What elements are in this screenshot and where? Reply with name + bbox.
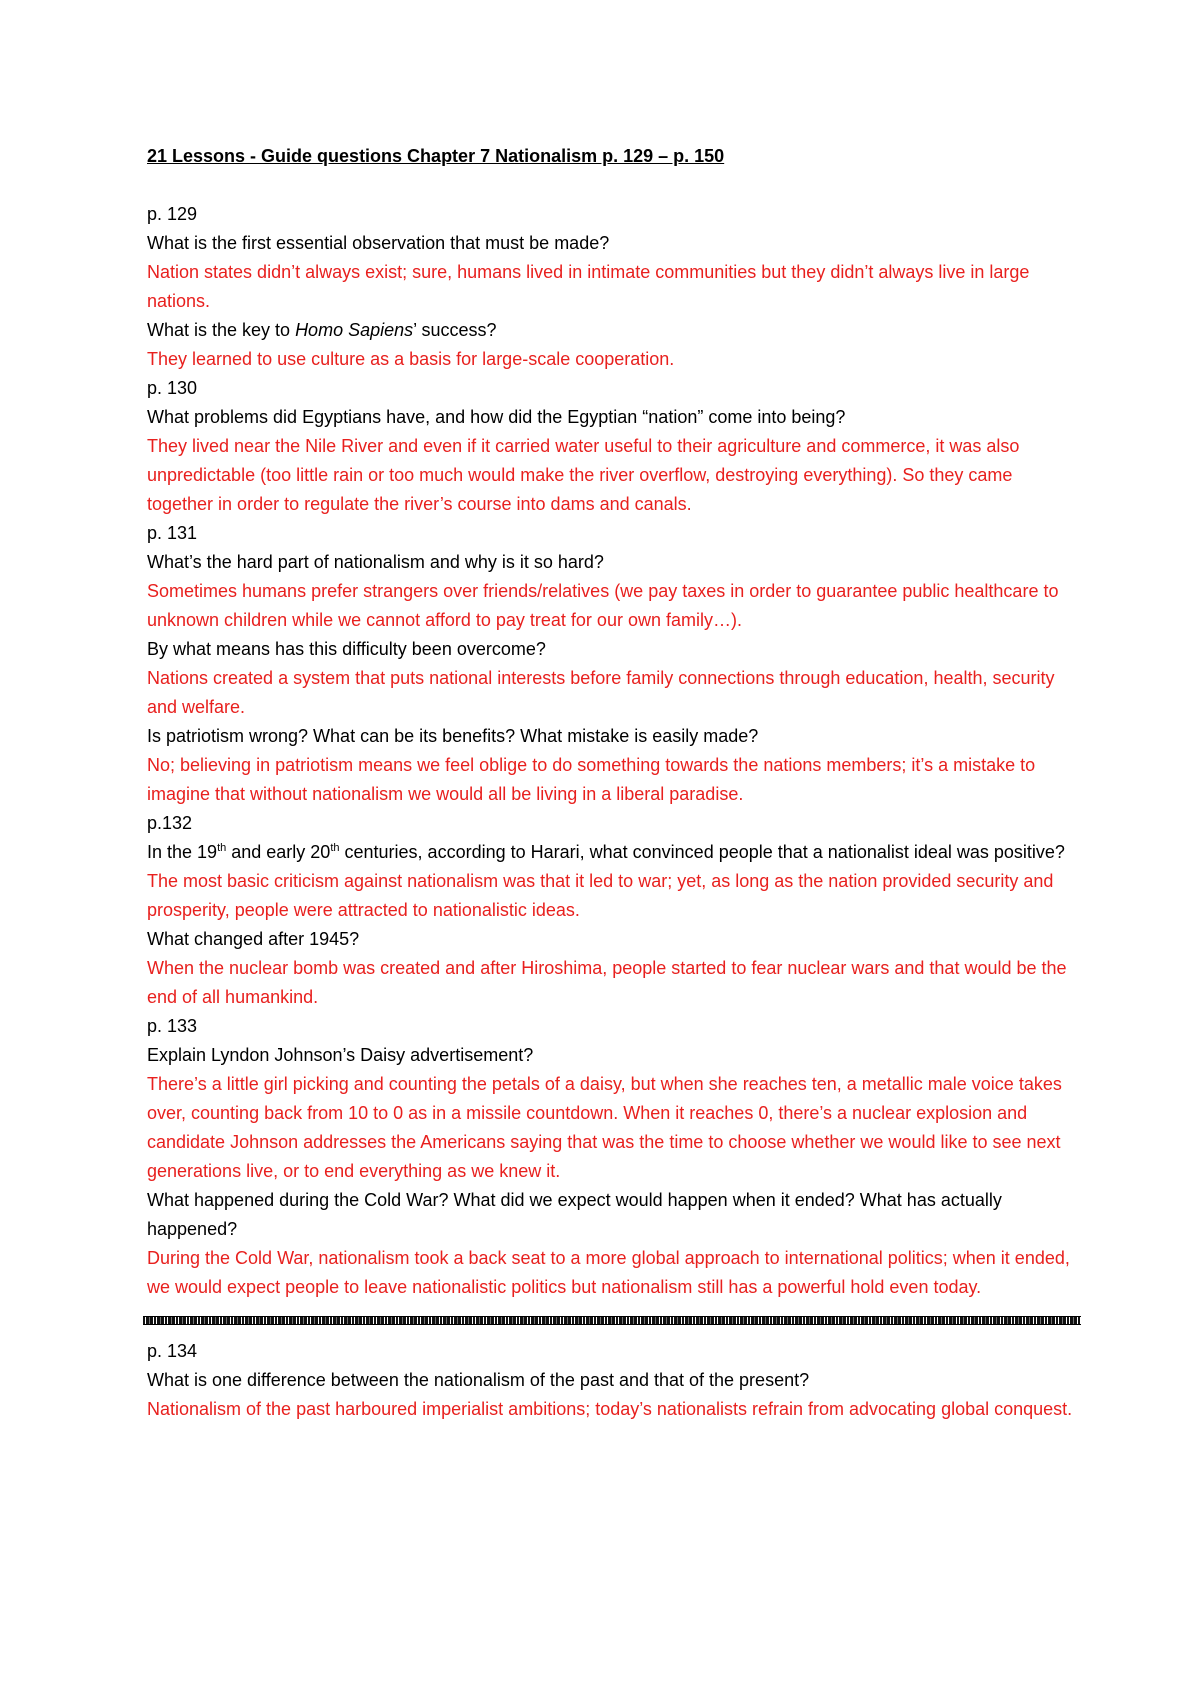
- answer-3: They lived near the Nile River and even if it carried water useful to their agriculture and commerce, it was also unpredictable (too little rain or too much would make the river overflow, destroying everything). So they came together in order to regulate the river’s course into dams and canals.: [147, 436, 1020, 514]
- page-ref-134: p. 134: [147, 1341, 198, 1361]
- answer-11: Nationalism of the past harboured imperialist ambitions; today’s nationalists refrain from advocating global conquest.: [147, 1399, 1073, 1419]
- answer-7: The most basic criticism against nationalism was that it led to war; yet, as long as the nation provided security and prosperity, people were attracted to nationalistic ideas.: [147, 871, 1054, 920]
- page-ref-132: p.132: [147, 813, 193, 833]
- page-ref-129: p. 129: [147, 204, 198, 224]
- page-ref-130: p. 130: [147, 378, 198, 398]
- answer-9: There’s a little girl picking and counting the petals of a daisy, but when she reaches ten, a metallic male voice takes over, counting back from 10 to 0 as in a missile countdown. When it reaches 0, there’s a nuclear explosion and candidate Johnson addresses the Americans saying that was the time to choose whether we would like to see next generations live, or to end everything as we knew it.: [147, 1074, 1062, 1181]
- question-4: What’s the hard part of nationalism and why is it so hard?: [147, 552, 604, 572]
- answer-4: Sometimes humans prefer strangers over friends/relatives (we pay taxes in order to guarantee public healthcare to unknown children while we cannot afford to pay treat for our own family…).: [147, 581, 1059, 630]
- question-3: What problems did Egyptians have, and how did the Egyptian “nation” come into being?: [147, 407, 846, 427]
- question-7-sup-1: th: [217, 842, 227, 854]
- answer-2: They learned to use culture as a basis for large-scale cooperation.: [147, 349, 675, 369]
- answer-6: No; believing in patriotism means we feel oblige to do something towards the nations members; it’s a mistake to imagine that without nationalism we would all be living in a liberal paradise.: [147, 755, 1036, 804]
- question-2-emphasis: Homo Sapiens: [295, 320, 414, 340]
- question-1: What is the first essential observation that must be made?: [147, 233, 610, 253]
- answer-1: Nation states didn’t always exist; sure, humans lived in intimate communities but they didn’t always live in large nations.: [147, 262, 1030, 311]
- question-7-part-c: centuries, according to Harari, what convinced people that a nationalist ideal was positive?: [339, 842, 1065, 862]
- document-page: [147, 142, 1077, 1424]
- question-7-sup-2: th: [330, 842, 340, 854]
- question-9: Explain Lyndon Johnson’s Daisy advertisement?: [147, 1045, 534, 1065]
- answer-8: When the nuclear bomb was created and after Hiroshima, people started to fear nuclear wars and that would be the end of all humankind.: [147, 958, 1067, 1007]
- answer-10: During the Cold War, nationalism took a back seat to a more global approach to international politics; when it ended, we would expect people to leave nationalistic politics but nationalism still has a powerful hold even today.: [147, 1248, 1070, 1297]
- question-2-post: ’ success?: [413, 320, 497, 340]
- question-7-part-b: and early 20: [226, 842, 331, 862]
- question-2-pre: What is the key to: [147, 320, 296, 340]
- question-11: What is one difference between the nationalism of the past and that of the present?: [147, 1370, 810, 1390]
- question-6: Is patriotism wrong? What can be its benefits? What mistake is easily made?: [147, 726, 759, 746]
- question-2: [147, 316, 1077, 345]
- page-ref-133: p. 133: [147, 1016, 198, 1036]
- document-title: 21 Lessons - Guide questions Chapter 7 Nationalism p. 129 – p. 150: [147, 146, 725, 166]
- section-divider: [143, 1316, 1081, 1325]
- question-7-part-a: In the 19: [147, 842, 218, 862]
- question-7: [147, 838, 1077, 867]
- question-8: What changed after 1945?: [147, 929, 360, 949]
- page-ref-131: p. 131: [147, 523, 198, 543]
- answer-5: Nations created a system that puts national interests before family connections through education, health, security and welfare.: [147, 668, 1055, 717]
- question-10: What happened during the Cold War? What did we expect would happen when it ended? What has actually happened?: [147, 1190, 1002, 1239]
- question-5: By what means has this difficulty been overcome?: [147, 639, 546, 659]
